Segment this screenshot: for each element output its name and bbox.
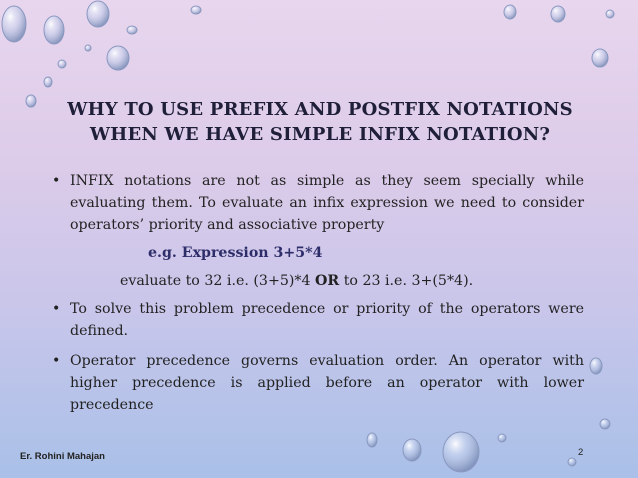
bullet-dot: • bbox=[52, 353, 61, 369]
bullet-precedence bbox=[50, 298, 584, 342]
evaluate-or: OR bbox=[315, 273, 340, 289]
bullet-precedence-text: To solve this problem precedence or priority of the operators were defined. bbox=[70, 301, 584, 339]
bullet-operator bbox=[50, 350, 584, 416]
evaluate-text-pre: evaluate to 32 i.e. (3+5)*4 bbox=[120, 273, 316, 289]
bullet-dot: • bbox=[52, 173, 61, 189]
evaluate-text-post: to 23 i.e. 3+(5*4). bbox=[339, 273, 474, 289]
page-number: 2 bbox=[578, 447, 584, 458]
slide-body bbox=[50, 170, 584, 416]
bullet-dot: • bbox=[52, 301, 61, 317]
slide-title: WHY TO USE PREFIX AND POSTFIX NOTATIONS WHEN WE HAVE SIMPLE INFIX NOTATION? bbox=[67, 99, 573, 145]
example-expression: e.g. Expression 3+5*4 bbox=[148, 245, 323, 261]
bullet-infix bbox=[50, 170, 584, 236]
bullet-operator-text: Operator precedence governs evaluation order. An operator with higher precedence is applied before an operator with lower precedence bbox=[70, 353, 584, 413]
evaluate-line bbox=[50, 270, 584, 292]
footer-author: Er. Rohini Mahajan bbox=[20, 451, 105, 462]
bullet-infix-text: INFIX notations are not as simple as they seem specially while evaluating them. To evaluate an infix expression we need to consider operators’ priority and associative property bbox=[70, 173, 584, 233]
